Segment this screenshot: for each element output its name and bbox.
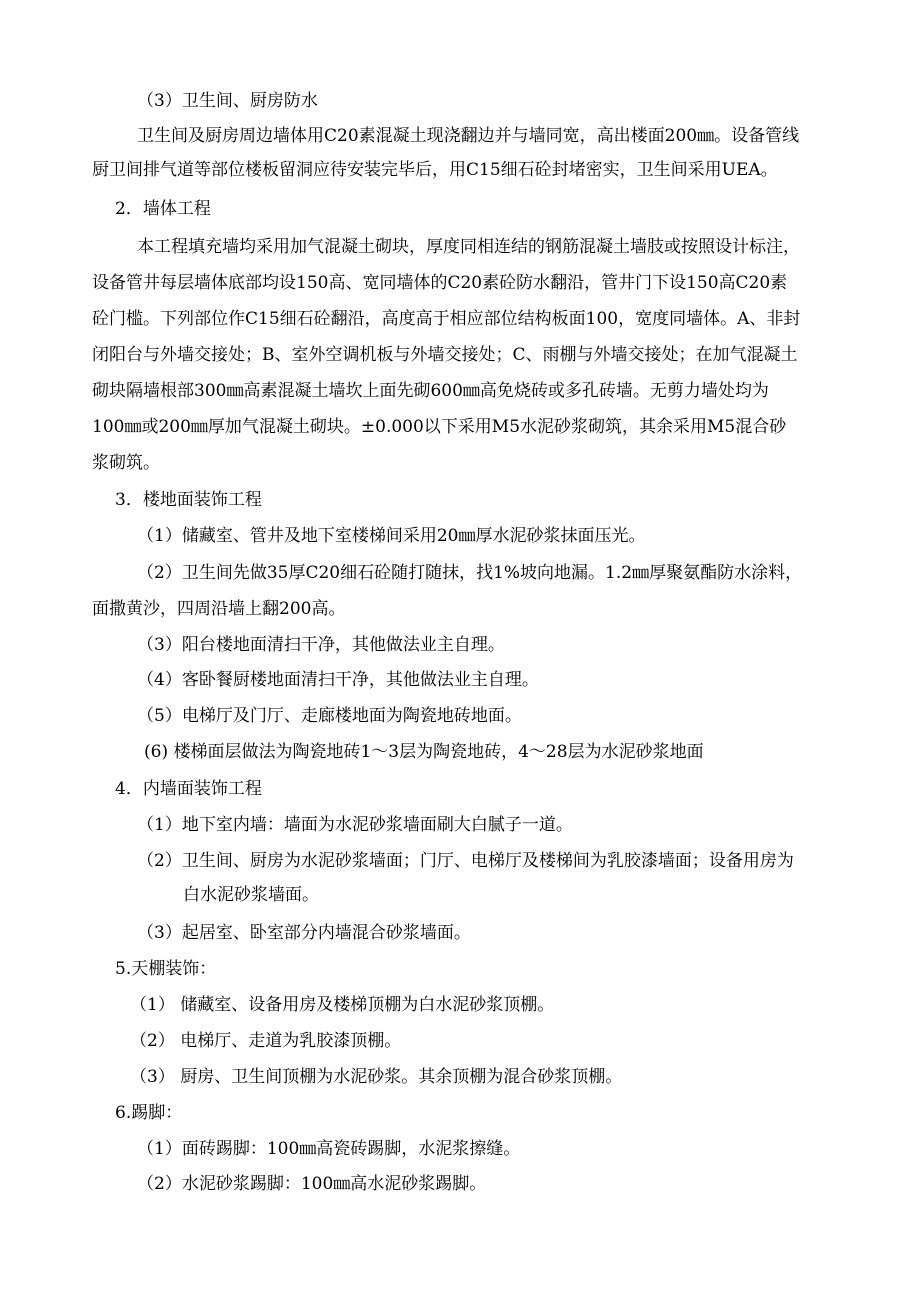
subheading-bathroom-kitchen-waterproof: （3）卫生间、厨房防水 — [137, 91, 318, 111]
list-item: （2） 电梯厅、走道为乳胶漆顶棚。 — [130, 1031, 402, 1051]
list-item-continuation: 面撒黄沙，四周沿墙上翻200高。 — [92, 599, 346, 619]
list-item: (6) 楼梯面层做法为陶瓷地砖1～3层为陶瓷地砖，4～28层为水泥砂浆地面 — [144, 742, 704, 762]
list-item: （4）客卧餐厨楼地面清扫干净，其他做法业主自理。 — [137, 670, 539, 690]
paragraph-line: 浆砌筑。 — [92, 453, 160, 473]
list-item: （1）地下室内墙：墙面为水泥砂浆墙面刷大白腻子一道。 — [137, 815, 573, 835]
paragraph-line: 砼门槛。下列部位作C15细石砼翻沿，高度高于相应部位结构板面100，宽度同墙体。A、非封 — [92, 309, 801, 329]
paragraph-line: 设备管井每层墙体底部均设150高、宽同墙体的C20素砼防水翻沿，管井门下设150高C20素 — [92, 273, 788, 293]
list-item: （5）电梯厅及门厅、走廊楼地面为陶瓷地砖地面。 — [137, 706, 522, 726]
paragraph-line: 厨卫间排气道等部位楼板留洞应待安装完毕后，用C15细石砼封堵密实，卫生间采用UEA。 — [92, 160, 778, 180]
heading-interior-wall: 4．内墙面装饰工程 — [115, 779, 262, 799]
list-item: （1）储藏室、管井及地下室楼梯间采用20㎜厚水泥砂浆抹面压光。 — [137, 526, 646, 546]
paragraph-line: 卫生间及厨房周边墙体用C20素混凝土现浇翻边并与墙同宽，高出楼面200㎜。设备管线 — [137, 126, 800, 146]
paragraph-line: 本工程填充墙均采用加气混凝土砌块，厚度同相连结的钢筋混凝土墙肢或按照设计标注， — [137, 237, 800, 257]
heading-skirting: 6.踢脚： — [115, 1103, 183, 1123]
heading-floor-decoration: 3．楼地面装饰工程 — [115, 490, 262, 510]
list-item: （3）起居室、卧室部分内墙混合砂浆墙面。 — [137, 923, 471, 943]
list-item-continuation: 白水泥砂浆墙面。 — [183, 885, 319, 905]
list-item: （3） 厨房、卫生间顶棚为水泥砂浆。其余顶棚为混合砂浆顶棚。 — [130, 1067, 623, 1087]
paragraph-line: 砌块隔墙根部300㎜高素混凝土墙坎上面先砌600㎜高免烧砖或多孔砖墙。无剪力墙处均为 — [92, 381, 769, 401]
list-item: （2）水泥砂浆踢脚：100㎜高水泥砂浆踢脚。 — [137, 1174, 487, 1194]
list-item: （1）面砖踢脚：100㎜高瓷砖踢脚，水泥浆擦缝。 — [137, 1139, 521, 1159]
heading-wall-works: 2．墙体工程 — [115, 199, 211, 219]
heading-ceiling-decoration: 5.天棚装饰： — [115, 959, 217, 979]
list-item: （3）阳台楼地面清扫干净，其他做法业主自理。 — [137, 635, 505, 655]
paragraph-line: 闭阳台与外墙交接处；B、室外空调机板与外墙交接处；C、雨棚与外墙交接处；在加气混凝土 — [92, 345, 798, 365]
paragraph-line: 100㎜或200㎜厚加气混凝土砌块。±0.000以下采用M5水泥砂浆砌筑，其余采用M5混合砂 — [92, 417, 787, 437]
list-item: （2）卫生间先做35厚C20细石砼随打随抹，找1%坡向地漏。1.2㎜厚聚氨酯防水涂料， — [137, 563, 803, 583]
list-item: （1） 储藏室、设备用房及楼梯顶棚为白水泥砂浆顶棚。 — [130, 995, 555, 1015]
list-item: （2）卫生间、厨房为水泥砂浆墙面；门厅、电梯厅及楼梯间为乳胶漆墙面；设备用房为 — [137, 851, 794, 871]
